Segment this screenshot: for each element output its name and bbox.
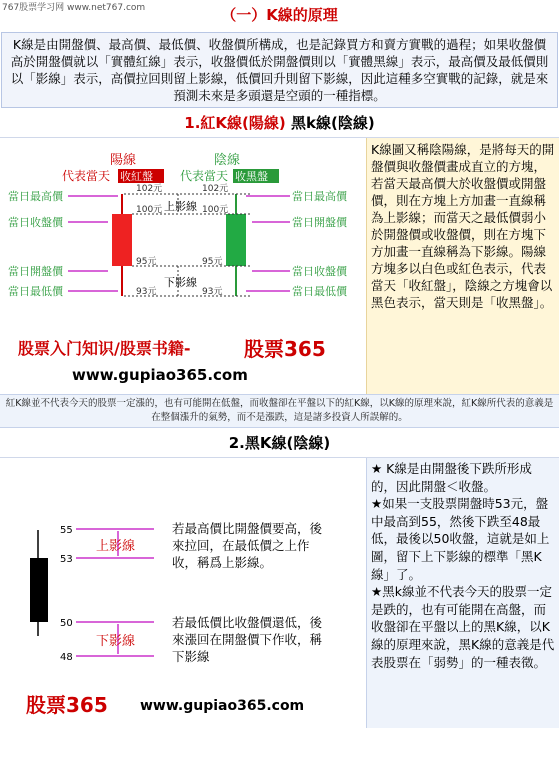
yin-title: 陰線	[214, 153, 241, 168]
yang-title: 陽線	[110, 153, 137, 168]
left-label-high: 當日最高價	[8, 190, 63, 203]
side-item-3: ★黑k線並不代表今天的股票一定是跌的，也有可能開在高盤，而收盤卻在平盤以上的黑K線，以K線的原理來說，黑K線的意義是代表股票在「弱勢」的一種表徵。	[371, 584, 555, 670]
section2-url: www.gupiao365.com	[140, 698, 305, 714]
intro-paragraph: K線是由開盤價、最高價、最低價、收盤價所構成，也是記錄買方和賣方實戰的過程；如果收盤價高於開盤價就以「實體紅線」表示，收盤價低於開盤價則以「實體黑線」表示，最高價及最低價則以「影線」表示，高價拉回則留上影線，低價回升則留下影線，因此這種多空實戰的記錄，就是來預測未來是多頭還是空頭的一種指標。	[1, 32, 558, 108]
yang-price-102: 102元	[136, 184, 163, 194]
side-item-2: ★如果一支股票開盤時53元，盤中最高到55，然後下跌至48最低，最後以50收盤，這就是如上圖，留下上下影線的標準「黑K線」了。	[371, 496, 550, 582]
black-k-body	[30, 558, 48, 622]
kline-yinyang-diagram	[0, 138, 364, 394]
right-arrows	[246, 196, 290, 291]
upper-shadow-label: 上影線	[164, 200, 197, 213]
yin-price-102: 102元	[202, 184, 229, 194]
yang-price-100: 100元	[136, 205, 163, 215]
black-k-diagram	[0, 458, 366, 728]
lower-shadow-label: 下影線	[164, 276, 197, 289]
right-label-high: 當日最高價	[292, 190, 347, 203]
section2-brand: 股票365	[26, 693, 108, 717]
red-k-note: 紅K線並不代表今天的股票一定漲的，也有可能開在低盤，而收盤卻在平盤以下的紅K線，以K線的原理來說，紅K線所代表的意義是在整個漲升的氣勢，而不是漲跌，這是諸多投資人所誤解的。	[0, 394, 559, 428]
yin-sub: 代表當天	[180, 169, 229, 183]
section1-row	[0, 138, 559, 394]
yin-body	[226, 214, 246, 266]
yin-price-100: 100元	[202, 205, 229, 215]
section1-side-text: K線圖又稱陰陽線，是將每天的開盤價與收盤價畫成直立的方塊，若當天最高價大於收盤價或開盤價，則在方塊上方加畫一直線稱為上影線；而當天之最低價弱小於開盤價或收盤價，則在方塊下方加畫一直線稱為下影線。陽線方塊多以白色或紅色表示，代表當天「收紅盤」，陰線之方塊會以黑色表示，當天則是「收黑盤」。	[366, 138, 559, 394]
watermark-top: 767股票学习网 www.net767.com	[2, 3, 146, 13]
yang-price-95: 95元	[136, 257, 157, 267]
yang-price-93: 93元	[136, 287, 157, 297]
upper-shadow-tag: 上影線	[96, 539, 136, 554]
left-label-close: 當日收盤價	[8, 216, 63, 229]
promo-brand: 股票365	[244, 337, 326, 361]
promo-url: www.gupiao365.com	[72, 366, 248, 384]
yang-sub: 代表當天	[62, 169, 111, 183]
section1-title-red: 1.紅K線(陽線)	[184, 114, 286, 132]
section2-side-text	[366, 458, 559, 728]
lower-shadow-tag: 下影線	[96, 634, 136, 649]
yang-tag: 收紅盤	[120, 170, 153, 183]
price-53: 53	[60, 554, 73, 565]
right-label-close: 當日收盤價	[292, 265, 347, 278]
left-label-low: 當日最低價	[8, 285, 63, 298]
price-50: 50	[60, 618, 73, 629]
left-arrows	[68, 196, 118, 291]
lower-shadow-desc: 若最低價比收盤價還低，後來漲回在開盤價下作收，稱下影線	[172, 615, 322, 664]
yang-body	[112, 214, 132, 266]
price-55: 55	[60, 525, 73, 536]
side-item-1: ★ K線是由開盤後下跌所形成的，因此開盤＜收盤。	[371, 461, 532, 494]
price-48: 48	[60, 652, 73, 663]
left-label-open: 當日開盤價	[8, 265, 63, 278]
page-title: （一）K線的原理	[221, 6, 338, 24]
upper-shadow-desc-box	[172, 520, 322, 600]
right-label-low: 當日最低價	[292, 285, 347, 298]
upper-shadow-desc: 若最高價比開盤價要高，後來拉回，在最低價之上作收，稱爲上影線。	[172, 521, 322, 570]
section2-title: 2.黑K線(陰線)	[0, 428, 559, 458]
section1-title	[0, 108, 559, 138]
lower-shadow-desc-box	[172, 614, 322, 674]
yin-price-95: 95元	[202, 257, 223, 267]
yin-price-93: 93元	[202, 287, 223, 297]
right-label-open: 當日開盤價	[292, 216, 347, 229]
yin-tag: 收黑盤	[235, 170, 268, 183]
promo-text: 股票入门知识/股票书籍-	[18, 339, 191, 358]
section1-title-black: 黑k線(陰線)	[285, 114, 375, 132]
section2-row	[0, 458, 559, 728]
